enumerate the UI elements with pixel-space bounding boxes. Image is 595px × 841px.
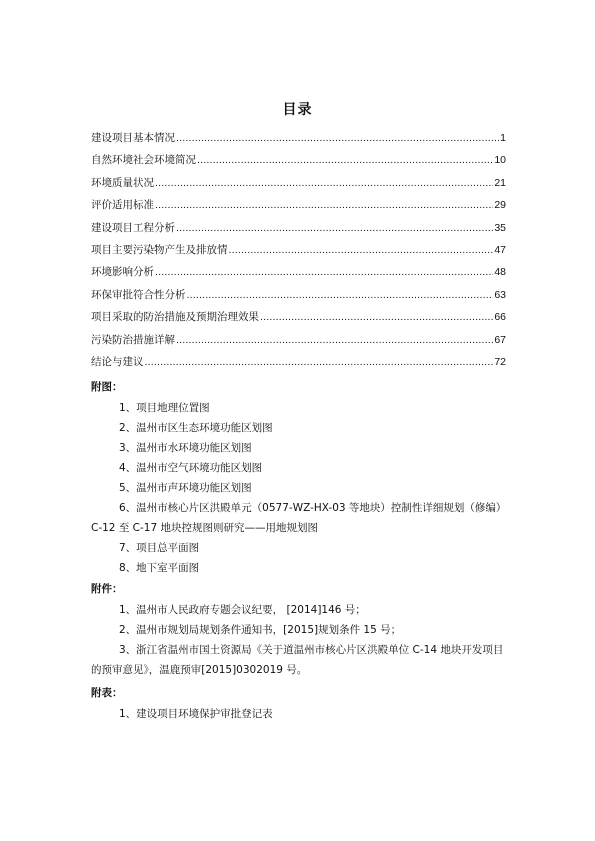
toc-entry-label: 评价适用标准 [91,199,154,212]
list-item: 2、温州市区生态环境功能区划图 [119,422,273,434]
toc-entry-page: 72 [494,355,506,368]
toc-entry-page: 1 [500,132,506,144]
toc-entry-label: 建设项目工程分析 [91,221,175,234]
toc-entry[interactable] [91,242,506,264]
toc-entry[interactable] [91,332,506,354]
toc-leader-dots [229,244,494,256]
attachments-heading: 附件： [91,583,123,595]
list-item: 1、项目地理位置图 [119,402,210,414]
toc-leader-dots [155,177,493,189]
list-item: 8、地下室平面图 [119,562,200,574]
toc-entry-page: 66 [494,311,506,324]
toc-leader-dots [145,356,494,368]
toc-leader-dots [187,289,494,301]
list-item: 4、温州市空气环境功能区划图 [119,462,263,474]
toc-entry[interactable] [91,309,506,331]
list-item: 2、温州市规划局规划条件通知书，[2015]规划条件 15 号； [119,624,402,636]
toc-entry-label: 环境质量状况 [91,176,154,189]
toc-entry[interactable] [91,354,506,376]
toc-leader-dots [176,334,493,346]
list-item: 3、温州市水环境功能区划图 [119,442,252,454]
toc-entry-label: 环境影响分析 [91,266,154,279]
list-item: 1、建设项目环境保护审批登记表 [119,708,273,720]
table-of-contents [91,130,506,376]
attached-figures-heading: 附图： [91,381,123,393]
toc-entry[interactable] [91,287,506,309]
toc-entry-page: 48 [494,266,506,279]
toc-leader-dots [260,311,493,323]
toc-leader-dots [176,132,499,144]
list-item: 1、温州市人民政府专题会议纪要， [2014]146 号； [119,604,366,616]
toc-entry[interactable] [91,220,506,242]
toc-entry-label: 污染防治措施详解 [91,333,175,346]
toc-entry-label: 自然环境社会环境简况 [91,154,196,167]
list-item: 3、浙江省温州市国土资源局《关于道温州市核心片区洪殿单位 C-14 地块开发项目的预审意见》，温鹿预审[2015]0302019 号。 [91,644,504,676]
toc-entry-label: 结论与建议 [91,355,144,368]
toc-entry[interactable] [91,197,506,219]
toc-entry-label: 项目主要污染物产生及排放情 [91,243,228,256]
page-title: 目录 [282,102,313,118]
toc-entry-page: 21 [494,176,506,189]
toc-entry-page: 35 [494,221,506,234]
attached-figures-section [91,376,511,578]
attached-tables-section [91,682,511,724]
list-item: 6、温州市核心片区洪殿单元（0577-WZ-HX-03 等地块）控制性详细规划（修编）C-12 至 C-17 地块控规图则研究——用地规划图 [91,502,507,534]
list-item: 5、温州市声环境功能区划图 [119,482,252,494]
toc-entry-page: 47 [494,243,506,256]
toc-entry[interactable] [91,264,506,286]
toc-entry[interactable] [91,175,506,197]
toc-entry[interactable] [91,130,506,152]
toc-entry-label: 项目采取的防治措施及预期治理效果 [91,311,259,324]
toc-leader-dots [155,266,493,278]
toc-leader-dots [176,222,493,234]
toc-leader-dots [197,154,493,166]
toc-entry-label: 环保审批符合性分析 [91,288,186,301]
list-item: 7、项目总平面图 [119,542,200,554]
toc-entry-page: 67 [494,333,506,346]
attachments-section [91,578,511,680]
toc-leader-dots [155,199,493,211]
toc-entry-page: 63 [494,288,506,301]
toc-entry-label: 建设项目基本情况 [91,132,175,144]
toc-entry-page: 10 [494,154,506,167]
toc-entry[interactable] [91,152,506,174]
toc-entry-page: 29 [494,199,506,212]
attached-tables-heading: 附表： [91,687,123,699]
